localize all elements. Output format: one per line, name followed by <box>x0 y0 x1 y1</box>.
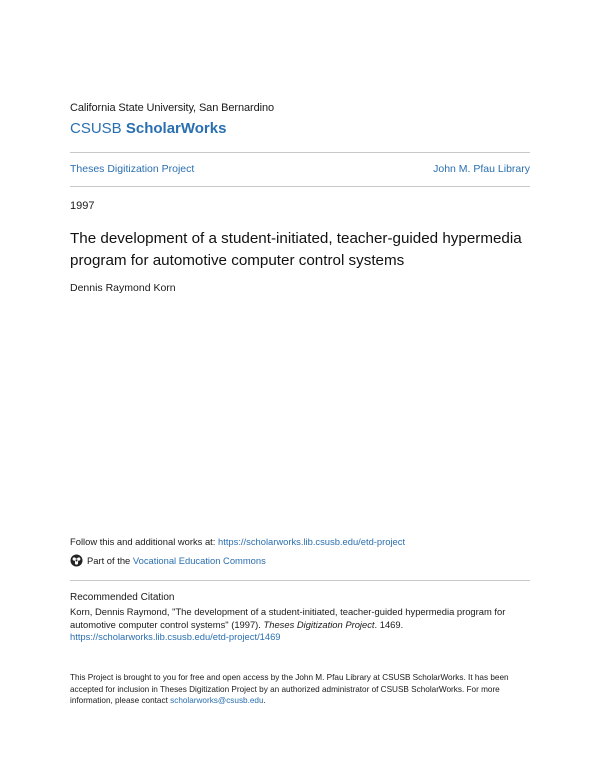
header-divider-bottom <box>70 186 530 187</box>
access-notice <box>70 672 540 707</box>
brand-bold: ScholarWorks <box>125 120 227 137</box>
citation-heading: Recommended Citation <box>70 592 175 603</box>
part-of-line <box>70 554 266 567</box>
publication-year: 1997 <box>70 200 95 212</box>
follow-label: Follow this and additional works at: <box>70 536 218 547</box>
notice-text: This Project is brought to you for free and open access by the John M. Pfau Library at CSUSB ScholarWorks. It has been accepted for inclusion in Theses Digitization Project by an authorized administrator of CSUSB ScholarWorks. For more information, please contact <box>70 673 509 705</box>
document-title[interactable]: The development of a student-initiated, teacher-guided hypermedia program for automotive computer control systems <box>70 230 522 269</box>
citation-url-link[interactable]: https://scholarworks.lib.csusb.edu/etd-project/1469 <box>70 631 281 642</box>
scholarworks-home-link[interactable] <box>70 120 226 137</box>
collection-url-link[interactable]: https://scholarworks.lib.csusb.edu/etd-project <box>218 536 406 547</box>
author-name: Dennis Raymond Korn <box>70 282 176 294</box>
citation-series: Theses Digitization Project <box>263 618 375 630</box>
vocational-education-commons-link[interactable]: Vocational Education Commons <box>132 555 266 566</box>
notice-end: . <box>263 696 266 705</box>
contact-email-link[interactable]: scholarworks@csusb.edu <box>170 696 264 705</box>
university-name: California State University, San Bernardino <box>70 102 274 114</box>
part-of-prefix: Part of the <box>87 555 131 566</box>
series-link[interactable]: Theses Digitization Project <box>70 163 195 175</box>
library-link[interactable]: John M. Pfau Library <box>433 163 530 175</box>
header-divider-top <box>70 152 530 153</box>
citation-divider <box>70 580 530 581</box>
citation-block <box>70 606 540 644</box>
follow-line <box>70 536 405 547</box>
brand-prefix: CSUSB <box>70 120 126 137</box>
citation-text: Korn, Dennis Raymond, "The development of a student-initiated, teacher-guided hypermedia program for automotive computer control systems" (1997). <box>70 606 506 630</box>
citation-number: . 1469. <box>374 618 404 630</box>
network-icon <box>70 554 83 567</box>
